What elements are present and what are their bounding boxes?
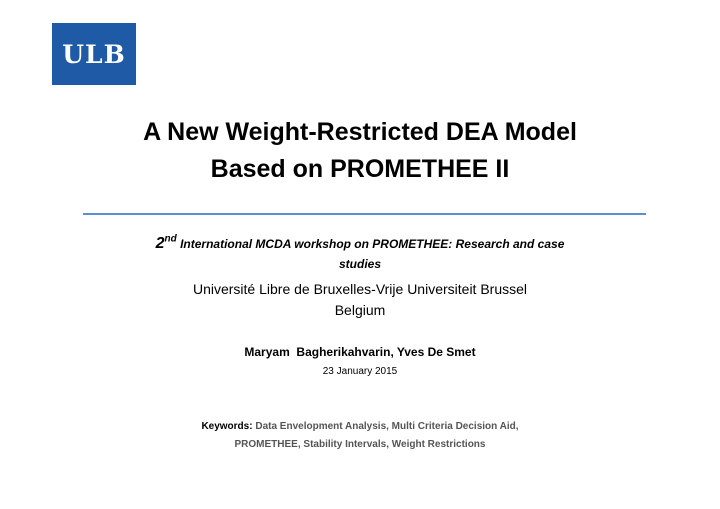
keywords-label: Keywords: bbox=[201, 421, 253, 432]
title-divider bbox=[83, 213, 646, 215]
keywords-text-1: Data Envelopment Analysis, Multi Criteria Decision Aid, bbox=[255, 421, 519, 432]
conference-line-1 bbox=[0, 234, 720, 254]
title-line-1: A New Weight-Restricted DEA Model bbox=[143, 118, 577, 146]
conference-line-2: studies bbox=[338, 257, 381, 271]
conference-name bbox=[0, 234, 720, 274]
conference-number: 2 bbox=[155, 235, 165, 252]
title-line-2: Based on PROMETHEE II bbox=[210, 155, 510, 183]
logo-text: ULB bbox=[62, 39, 126, 69]
university-block bbox=[0, 279, 720, 321]
presentation-date: 23 January 2015 bbox=[322, 366, 398, 377]
keywords-text-2: PROMETHEE, Stability Intervals, Weight Restrictions bbox=[234, 439, 486, 450]
keywords-line-1 bbox=[0, 418, 720, 436]
slide-title bbox=[0, 114, 720, 188]
university-country: Belgium bbox=[334, 302, 386, 318]
university-name: Université Libre de Bruxelles-Vrije Universiteit Brussel bbox=[192, 281, 528, 297]
conference-line-1-text: International MCDA workshop on PROMETHEE: Research and case bbox=[180, 237, 565, 251]
keywords-block bbox=[0, 418, 720, 454]
conference-superscript: nd bbox=[164, 233, 177, 245]
conference-ordinal bbox=[156, 235, 177, 252]
authors: Maryam Bagherikahvarin, Yves De Smet bbox=[244, 345, 476, 359]
ulb-logo bbox=[52, 23, 136, 85]
